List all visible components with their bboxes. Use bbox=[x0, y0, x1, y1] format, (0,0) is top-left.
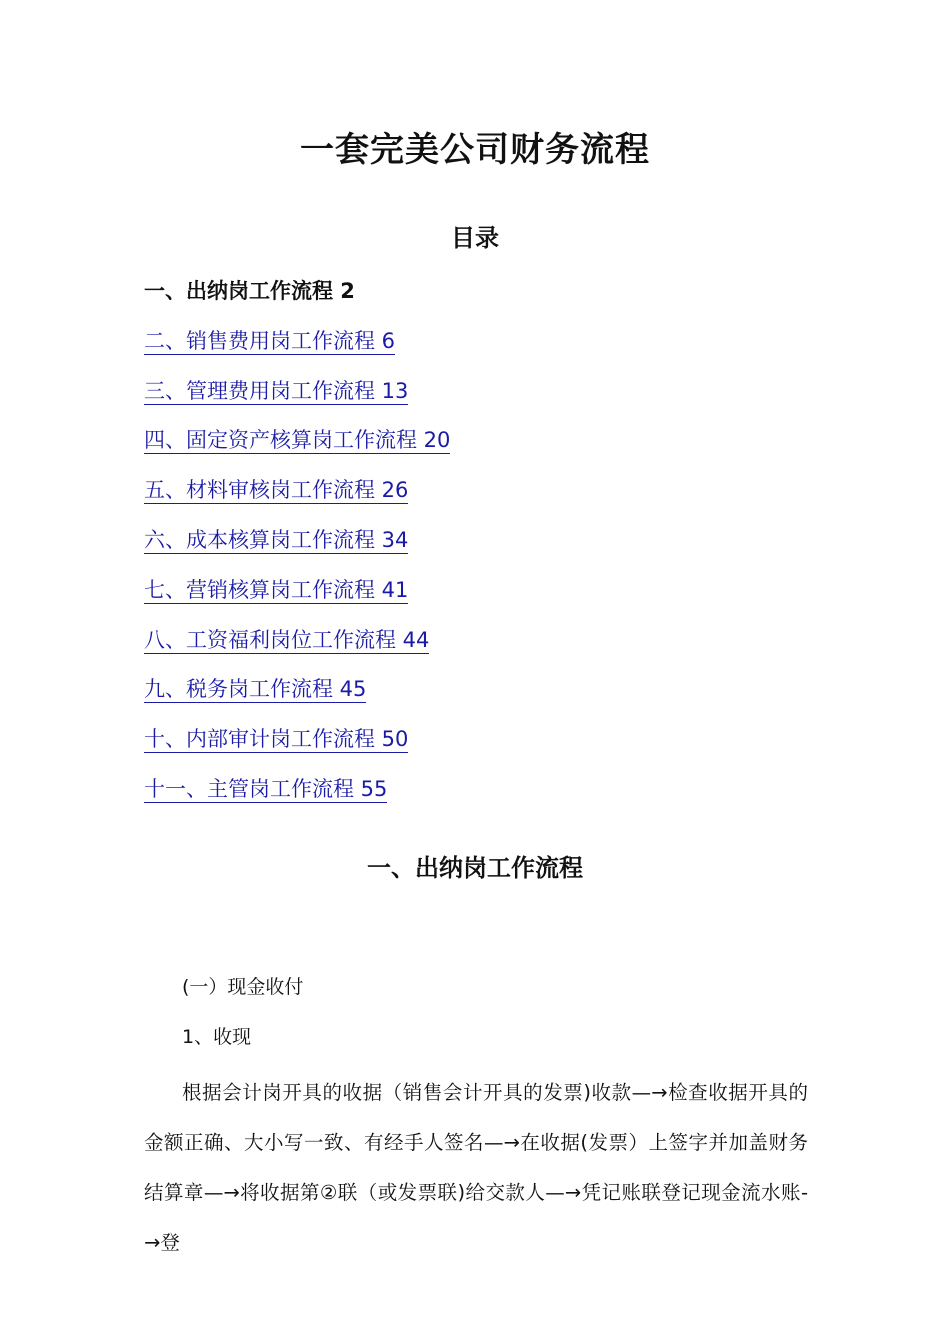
toc-entry-4 bbox=[144, 425, 450, 475]
toc-entry-11 bbox=[144, 774, 450, 824]
toc-link-5[interactable]: 五、材料审核岗工作流程 26 bbox=[144, 478, 409, 503]
toc-link-8[interactable]: 八、工资福利岗位工作流程 44 bbox=[144, 627, 430, 652]
toc-entry-7 bbox=[144, 575, 450, 625]
toc-link-2[interactable]: 二、销售费用岗工作流程 6 bbox=[144, 328, 396, 353]
toc-entry-5 bbox=[144, 475, 450, 525]
toc-link-3[interactable]: 三、管理费用岗工作流程 13 bbox=[144, 378, 409, 403]
section-heading: 一、出纳岗工作流程 bbox=[367, 854, 583, 882]
toc-entry-10 bbox=[144, 724, 450, 774]
toc-link-9[interactable]: 九、税务岗工作流程 45 bbox=[144, 677, 367, 702]
item-heading: 1、收现 bbox=[182, 1026, 252, 1048]
document-title: 一套完美公司财务流程 bbox=[300, 130, 650, 170]
toc-entry-9 bbox=[144, 674, 450, 724]
subsection-heading: (一）现金收付 bbox=[182, 976, 304, 998]
toc-entry-6 bbox=[144, 525, 450, 575]
toc-entry-3 bbox=[144, 376, 450, 426]
toc-link-6[interactable]: 六、成本核算岗工作流程 34 bbox=[144, 527, 409, 552]
toc-entry-label: 一、出纳岗工作流程 2 bbox=[144, 279, 355, 303]
toc-link-11[interactable]: 十一、主管岗工作流程 55 bbox=[144, 776, 388, 801]
toc-link-7[interactable]: 七、营销核算岗工作流程 41 bbox=[144, 577, 409, 602]
toc-heading: 目录 bbox=[451, 224, 499, 252]
toc-entry-2 bbox=[144, 326, 450, 376]
toc-link-10[interactable]: 十、内部审计岗工作流程 50 bbox=[144, 727, 409, 752]
body-paragraph: 根据会计岗开具的收据（销售会计开具的发票)收款—→检查收据开具的金额正确、大小写一致、有经手人签名—→在收据(发票）上签字并加盖财务结算章—→将收据第②联（或发票联)给交款人—→凭记账联登记现金流水账-→登 bbox=[144, 1081, 808, 1254]
toc-entry-1 bbox=[144, 276, 450, 326]
table-of-contents bbox=[144, 276, 450, 824]
toc-entry-8 bbox=[144, 625, 450, 675]
toc-link-4[interactable]: 四、固定资产核算岗工作流程 20 bbox=[144, 428, 451, 453]
